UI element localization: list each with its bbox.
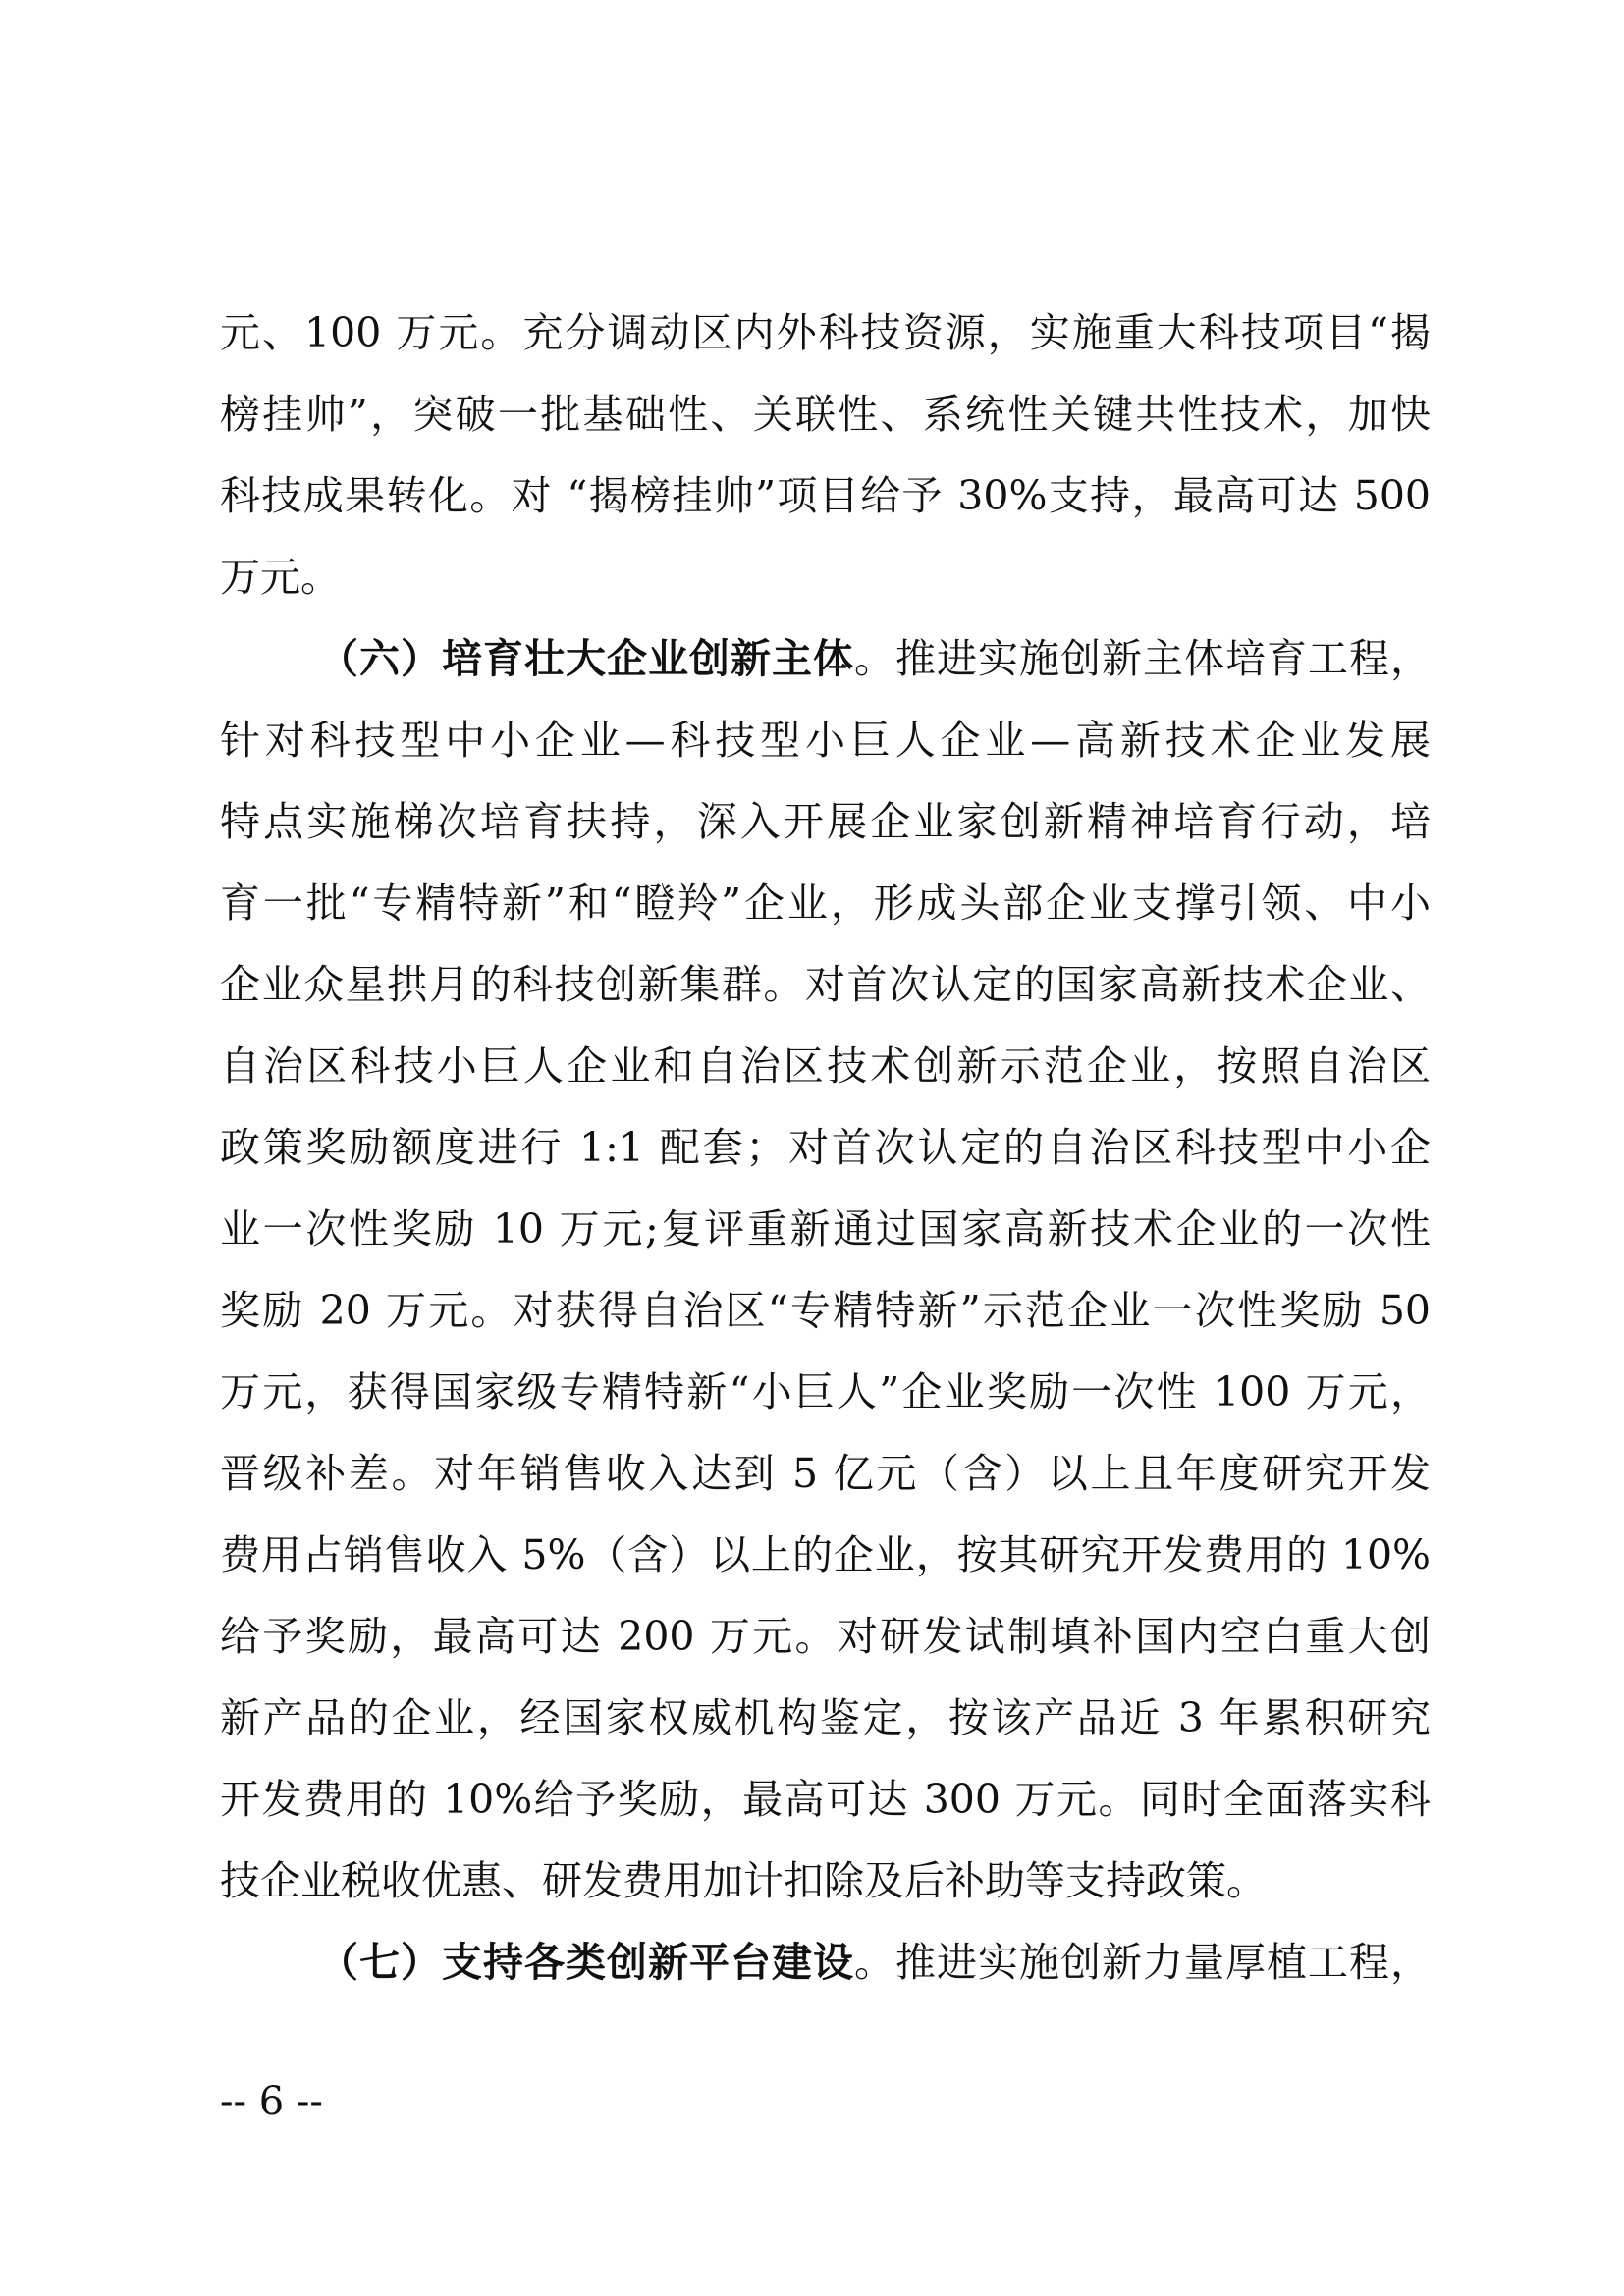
text-line: 榜挂帅”，突破一批基础性、关联性、系统性关键共性技术，加快 <box>220 391 1431 438</box>
text-line: 政策奖励额度进行 1:1 配套；对首次认定的自治区科技型中小企 <box>220 1124 1431 1171</box>
text-line: 自治区科技小巨人企业和自治区技术创新示范企业，按照自治区 <box>220 1042 1431 1090</box>
text-line: 万元，获得国家级专精特新“小巨人”企业奖励一次性 100 万元， <box>220 1368 1431 1415</box>
text-line: 育一批“专精特新”和“瞪羚”企业，形成头部企业支撑引领、中小 <box>220 880 1431 927</box>
section-7-heading: （七）支持各类创新平台建设 <box>318 1939 854 1986</box>
text-line: 新产品的企业，经国家权威机构鉴定，按该产品近 3 年累积研究 <box>220 1694 1431 1741</box>
page-number: -- 6 -- <box>220 2079 323 2124</box>
section-7-first-line <box>220 1922 1431 2003</box>
text-line: 开发费用的 10%给予奖励，最高可达 300 万元。同时全面落实科 <box>220 1776 1431 1823</box>
text-run: 。推进实施创新主体培育工程， <box>854 635 1431 682</box>
document-body <box>220 293 1431 2003</box>
text-run: 。推进实施创新力量厚植工程， <box>854 1939 1431 1986</box>
text-line: 给予奖励，最高可达 200 万元。对研发试制填补国内空白重大创 <box>220 1613 1431 1660</box>
text-line: 科技成果转化。对 “揭榜挂帅”项目给予 30%支持，最高可达 500 <box>220 472 1431 519</box>
text-line: 特点实施梯次培育扶持，深入开展企业家创新精神培育行动，培 <box>220 798 1431 845</box>
paragraph-continuation <box>220 293 1431 618</box>
text-line: 费用占销售收入 5%（含）以上的企业，按其研究开发费用的 10% <box>220 1531 1431 1578</box>
text-line: 企业众星拱月的科技创新集群。对首次认定的国家高新技术企业、 <box>220 961 1431 1008</box>
paragraph-section-6 <box>220 618 1431 1922</box>
text-line: 晋级补差。对年销售收入达到 5 亿元（含）以上且年度研究开发 <box>220 1450 1431 1497</box>
section-6-heading: （六）培育壮大企业创新主体 <box>318 635 854 682</box>
text-line: 针对科技型中小企业—科技型小巨人企业—高新技术企业发展 <box>220 717 1431 764</box>
text-line: 万元。 <box>220 554 341 601</box>
text-line: 元、100 万元。充分调动区内外科技资源，实施重大科技项目“揭 <box>220 309 1431 356</box>
paragraph-section-7 <box>220 1922 1431 2003</box>
section-6-first-line <box>220 618 1431 700</box>
text-line: 业一次性奖励 10 万元;复评重新通过国家高新技术企业的一次性 <box>220 1205 1431 1253</box>
text-line: 技企业税收优惠、研发费用加计扣除及后补助等支持政策。 <box>220 1857 1267 1904</box>
text-line: 奖励 20 万元。对获得自治区“专精特新”示范企业一次性奖励 50 <box>220 1287 1431 1334</box>
